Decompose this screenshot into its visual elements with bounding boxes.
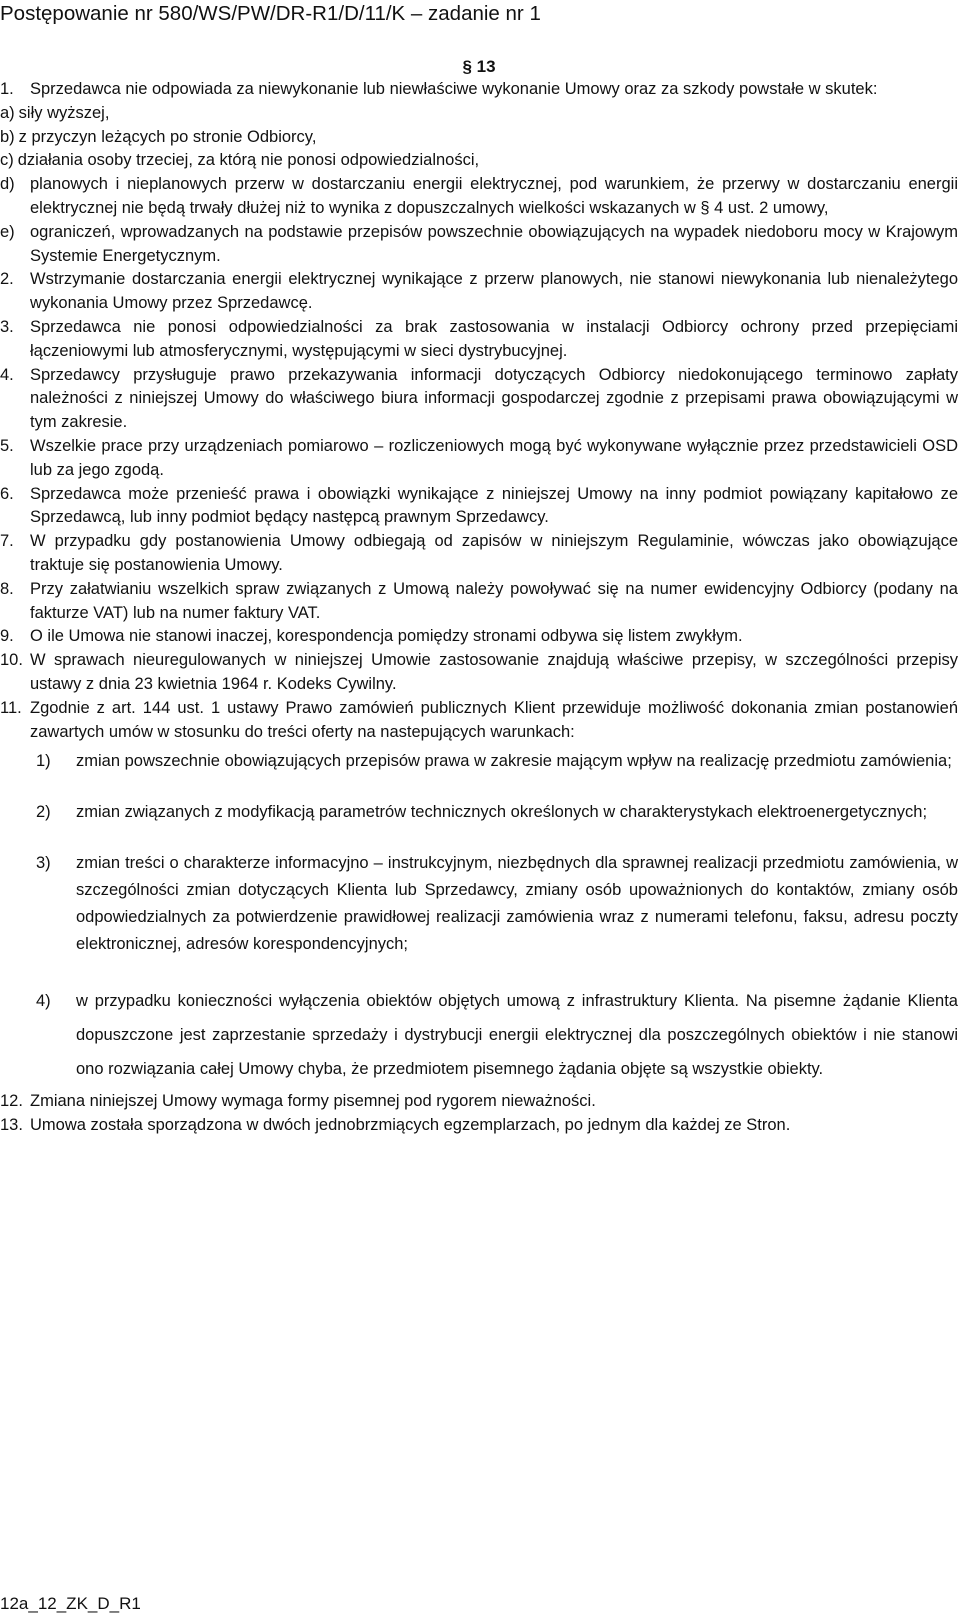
point-number: 1) (36, 752, 51, 771)
sublist-text: z przyczyn leżących po stronie Odbiorcy, (18, 127, 317, 146)
sublist-letter: a) (0, 103, 15, 122)
sublist-text: siły wyższej, (18, 103, 110, 122)
item-text: W sprawach nieuregulowanych w niniejszej Umowie zastosowanie znajdują właściwe przepisy, w szczególności przepisy ustawy z dnia 23 kwietnia 1964 r. Kodeks Cywilny. (30, 651, 958, 693)
sublist-item (0, 149, 958, 173)
list-item (0, 578, 958, 626)
sublist-item (0, 173, 958, 221)
item-number: 10. (0, 651, 23, 670)
point-item (36, 748, 958, 775)
sublist-letter: c) (0, 151, 14, 170)
list-item (0, 625, 958, 649)
point-item (36, 850, 958, 958)
document-body (0, 56, 958, 1138)
point-number: 3) (36, 854, 51, 873)
list-item (0, 697, 958, 745)
item-text: Sprzedawca nie ponosi odpowiedzialności za brak zastosowania w instalacji Odbiorcy ochrony przed przepięciami łączeniowymi lub atmosferycznymi, występującymi w sieci dystrybucyjnej. (30, 317, 958, 360)
item-number: 2. (0, 270, 14, 289)
sublist-item (0, 221, 958, 269)
document-footer: 12a_12_ZK_D_R1 (0, 1594, 141, 1613)
point-text: zmian powszechnie obowiązujących przepisów prawa w zakresie mającym wpływ na realizację przedmiotu zamówienia; (76, 752, 952, 771)
list-item (0, 364, 958, 435)
point-number: 4) (36, 992, 51, 1011)
item-number: 7. (0, 532, 14, 551)
list-item (0, 78, 958, 102)
point-text: zmian związanych z modyfikacją parametrów technicznych określonych w charakterystykach elektroenergetycznych; (76, 803, 928, 822)
point-text: w przypadku konieczności wyłączenia obiektów objętych umową z infrastruktury Klienta. Na pisemne żądanie Klienta dopuszczone jest zaprzestanie sprzedaży i dystrybucji energii elektrycznej dla poszczególnych obiektów i nie stanowi ono rozwiązania całej Umowy chyba, że przedmiotem pisemnego żądania objęte są wszystkie obiekty. (76, 992, 958, 1079)
document-header: Postępowanie nr 580/WS/PW/DR-R1/D/11/K – zadanie nr 1 (0, 2, 541, 25)
sublist-text: ograniczeń, wprowadzanych na podstawie przepisów powszechnie obowiązujących na wypadek niedoboru mocy w Krajowym Systemie Energetycznym. (30, 222, 958, 265)
item-number: 1. (0, 80, 14, 98)
item-number: 11. (0, 698, 22, 717)
sublist-item (0, 126, 958, 150)
item-number: 3. (0, 317, 14, 336)
item-number: 5. (0, 436, 14, 455)
item-text: Sprzedawca może przenieść prawa i obowiązki wynikające z niniejszej Umowy na inny podmiot powiązany kapitałowo ze Sprzedawcą, lub inny podmiot będący następcą prawnym Sprzedawcy. (30, 484, 958, 527)
item-number: 8. (0, 579, 14, 598)
sublist-text: planowych i nieplanowych przerw w dostarczaniu energii elektrycznej, pod warunkiem, że przerwy w dostarczaniu energii elektrycznej nie będą trwały dłużej niż to wynika z dopuszczalnych wielkości wskazanych w § 4 ust. 2 umowy, (30, 175, 958, 217)
item-text: Zmiana niniejszej Umowy wymaga formy pisemnej pod rygorem nieważności. (30, 1092, 596, 1111)
item-text: W przypadku gdy postanowienia Umowy odbiegają od zapisów w niniejszym Regulaminie, wówczas jako obowiązujące traktuje się postanowienia Umowy. (30, 532, 958, 574)
list-item (0, 316, 958, 364)
point-item (36, 799, 958, 826)
list-item (0, 483, 958, 531)
list-item (0, 1090, 958, 1114)
section-title: § 13 (462, 57, 496, 76)
sublist-letter: d) (0, 175, 15, 194)
point-item (36, 984, 958, 1086)
list-item (0, 268, 958, 316)
list-item (0, 530, 958, 578)
sublist (0, 102, 958, 269)
point-text: zmian treści o charakterze informacyjno – instrukcyjnym, niezbędnych dla sprawnej realizacji przedmiotu zamówienia, w szczególności zmian dotyczących Klienta lub Sprzedawcy, zmiany osób upoważnionych do kontaktów, zmiany osób odpowiedzialnych za potwierdzenie prawidłowej realizacji zamówienia wraz z numerami telefonu, faksu, adresu poczty elektronicznej, adresów korespondencyjnych; (76, 854, 958, 954)
sublist-text: działania osoby trzeciej, za którą nie ponosi odpowiedzialności, (17, 151, 480, 170)
item-number: 9. (0, 627, 14, 646)
item-text: Przy załatwianiu wszelkich spraw związanych z Umową należy powoływać się na numer ewidencyjny Odbiorcy (podany na fakturze VAT) lub na numer faktury VAT. (30, 579, 958, 622)
item-number: 4. (0, 365, 14, 384)
item-number: 12. (0, 1092, 23, 1111)
item-text: Wszelkie prace przy urządzeniach pomiarowo – rozliczeniowych mogą być wykonywane wyłącznie przez przedstawicieli OSD lub za jego zgodą. (30, 436, 958, 479)
item-number: 13. (0, 1116, 23, 1135)
item-text: Sprzedawca nie odpowiada za niewykonanie lub niewłaściwe wykonanie Umowy oraz za szkody powstałe w skutek: (30, 80, 878, 98)
item-text: O ile Umowa nie stanowi inaczej, korespondencja pomiędzy stronami odbywa się listem zwykłym. (30, 627, 743, 646)
item-text: Umowa została sporządzona w dwóch jednobrzmiących egzemplarzach, po jednym dla każdej ze Stron. (30, 1116, 791, 1135)
list-item (0, 1114, 958, 1138)
sublist-letter: e) (0, 222, 15, 241)
list-item (0, 649, 958, 697)
item-text: Sprzedawcy przysługuje prawo przekazywania informacji dotyczących Odbiorcy niedokonującego terminowo zapłaty należności z niniejszej Umowy do właściwego biura informacji gospodarczej zgodnie z przepisami prawa obowiązującymi w tym zakresie. (30, 365, 958, 432)
sublist-letter: b) (0, 127, 15, 146)
sublist-item (0, 102, 958, 126)
item-text: Wstrzymanie dostarczania energii elektrycznej wynikające z przerw planowych, nie stanowi niewykonania lub nienależytego wykonania Umowy przez Sprzedawcę. (30, 270, 958, 313)
list-item (0, 435, 958, 483)
point-number: 2) (36, 803, 51, 822)
item-number: 6. (0, 484, 14, 503)
item-text: Zgodnie z art. 144 ust. 1 ustawy Prawo zamówień publicznych Klient przewiduje możliwość dokonania zmian postanowień zawartych umów w stosunku do treści oferty na nastepujących warunkach: (30, 698, 958, 741)
